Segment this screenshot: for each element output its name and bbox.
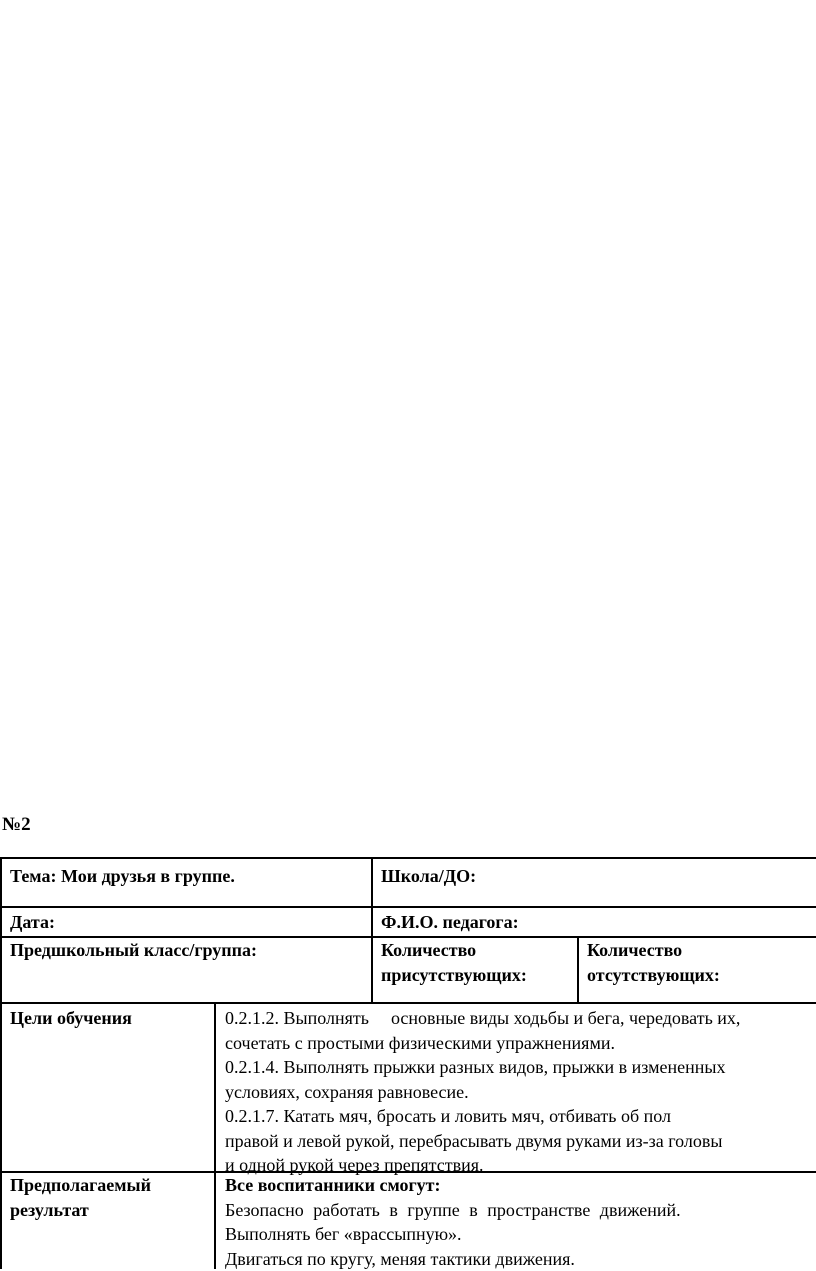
- topic-label: Тема: Мои друзья в группе.: [10, 864, 235, 889]
- teacher-label: Ф.И.О. педагога:: [381, 910, 519, 935]
- goal-line: 0.2.1.7. Катать мяч, бросать и ловить мяч, отбивать об пол: [225, 1104, 815, 1129]
- table-line: [0, 1002, 816, 1004]
- goal-text: основные виды ходьбы и бега, чередовать их,: [391, 1008, 740, 1028]
- table-line: [0, 857, 2, 1269]
- result-line: Двигаться по кругу, меняя тактики движения.: [225, 1247, 815, 1271]
- group-label: Предшкольный класс/группа:: [10, 938, 257, 963]
- school-label: Школа/ДО:: [381, 864, 476, 889]
- present-label-line: присутствующих:: [381, 963, 527, 988]
- absent-label-line: Количество: [587, 938, 720, 963]
- table-line: [371, 857, 373, 1004]
- goal-line: 0.2.1.4. Выполнять прыжки разных видов, прыжки в измененных: [225, 1055, 815, 1080]
- result-label-line: результат: [10, 1198, 151, 1223]
- goal-code: 0.2.1.2. Выполнять: [225, 1008, 369, 1028]
- goal-line: правой и левой рукой, перебрасывать двумя руками из-за головы: [225, 1129, 815, 1154]
- table-line: [0, 906, 816, 908]
- table-line: [214, 1002, 216, 1269]
- result-content: [225, 1173, 815, 1271]
- plan-number: №2: [2, 813, 31, 837]
- present-label-line: Количество: [381, 938, 527, 963]
- result-heading: Все воспитанники смогут:: [225, 1173, 815, 1198]
- result-line: Выполнять бег «врассыпную».: [225, 1222, 815, 1247]
- absent-count-label: [587, 938, 720, 987]
- goals-content: [225, 1006, 815, 1178]
- result-label-line: Предполагаемый: [10, 1173, 151, 1198]
- present-count-label: [381, 938, 527, 987]
- goal-line: [225, 1006, 815, 1031]
- absent-label-line: отсутствующих:: [587, 963, 720, 988]
- table-line: [0, 857, 816, 859]
- goal-line: и одной рукой через препятствия.: [225, 1153, 815, 1178]
- goal-line: сочетать с простыми физическими упражнениями.: [225, 1031, 815, 1056]
- date-label: Дата:: [10, 910, 55, 935]
- goal-line: условиях, сохраняя равновесие.: [225, 1080, 815, 1105]
- result-label: [10, 1173, 151, 1222]
- result-line: Безопасно работать в группе в пространстве движений.: [225, 1198, 815, 1223]
- goals-label: Цели обучения: [10, 1006, 132, 1031]
- table-line: [577, 936, 579, 1004]
